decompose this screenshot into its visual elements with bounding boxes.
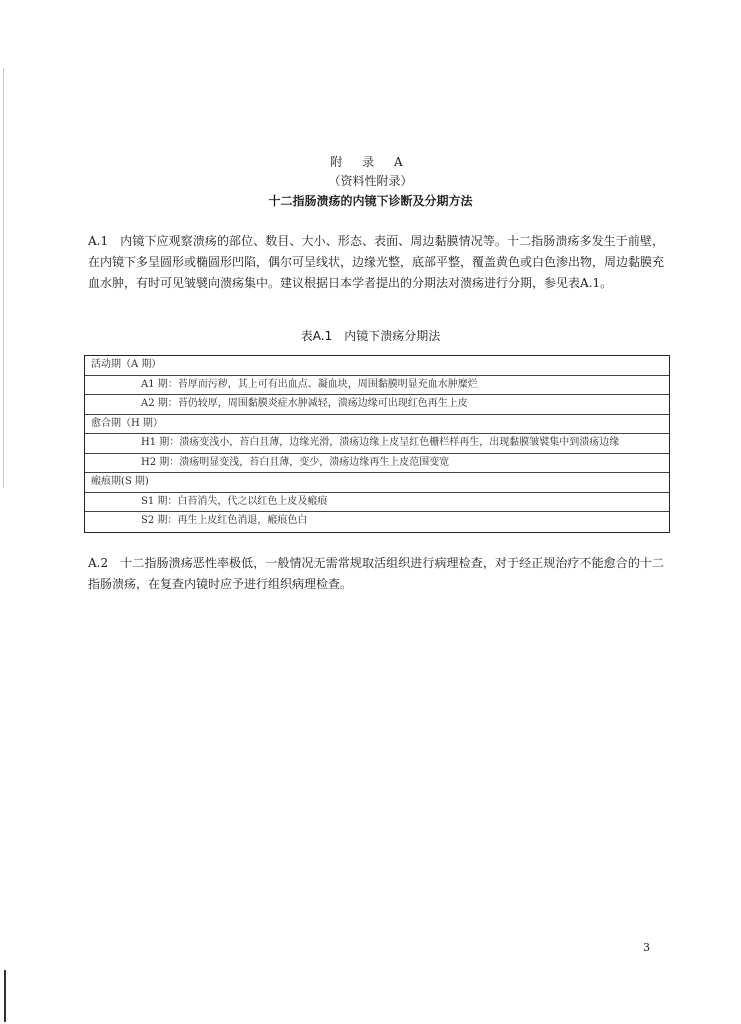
table-row: A1 期：苔厚而污秽，其上可有出血点、凝血块，周围黏膜明显充血水肿糜烂 bbox=[85, 376, 669, 396]
table-row: H2 期：溃疡明显变浅，苔白且薄，变少，溃疡边缘再生上皮范围变宽 bbox=[85, 454, 669, 474]
table-stage-heading: 活动期（A 期） bbox=[85, 356, 669, 376]
ulcer-stage-table bbox=[84, 355, 670, 533]
table-row: S2 期：再生上皮红色消退，瘢痕色白 bbox=[141, 515, 308, 526]
table-stage-heading: 瘢痕期(S 期) bbox=[85, 473, 669, 493]
paragraph-a2: A.2 十二指肠溃疡恶性率极低，一般情况无需常规取活组织进行病理检查，对于经正规治疗不能愈合的十二指肠溃疡，在复查内镜时应予进行组织病理检查。 bbox=[88, 556, 664, 591]
scan-edge-mark bbox=[3, 68, 4, 488]
page-number: 3 bbox=[643, 941, 650, 954]
table-row: H1 期：溃疡变浅小，苔白且薄，边缘光滑，溃疡边缘上皮呈红色栅栏样再生，出现黏膜皱襞集中到溃疡边缘 bbox=[85, 434, 669, 454]
table-row: A2 期：苔仍较厚，周围黏膜炎症水肿减轻，溃疡边缘可出现红色再生上皮 bbox=[85, 395, 669, 415]
appendix-label: 附 录 A bbox=[330, 155, 411, 169]
table-row: S1 期：白苔消失，代之以红色上皮及瘢痕 bbox=[85, 493, 669, 513]
table-stage-heading: 愈合期（H 期） bbox=[85, 415, 669, 435]
appendix-title: 十二指肠溃疡的内镜下诊断及分期方法 bbox=[268, 194, 473, 208]
scan-binding-mark bbox=[4, 970, 6, 1022]
appendix-type: （资料性附录） bbox=[328, 174, 413, 188]
table-caption: 表A.1 内镜下溃疡分期法 bbox=[300, 329, 441, 343]
appendix-header bbox=[0, 153, 741, 211]
paragraph-a1: A.1 内镜下应观察溃疡的部位、数目、大小、形态、表面、周边黏膜情况等。十二指肠溃疡多发生于前壁，在内镜下多呈圆形或椭圆形凹陷，偶尔可呈线状，边缘光整，底部平整，覆盖黄色或白色渗出物，周边黏膜充血水肿，有时可见皱襞向溃疡集中。建议根据日本学者提出的分期法对溃疡进行分期，参见表A.1。 bbox=[88, 234, 665, 290]
